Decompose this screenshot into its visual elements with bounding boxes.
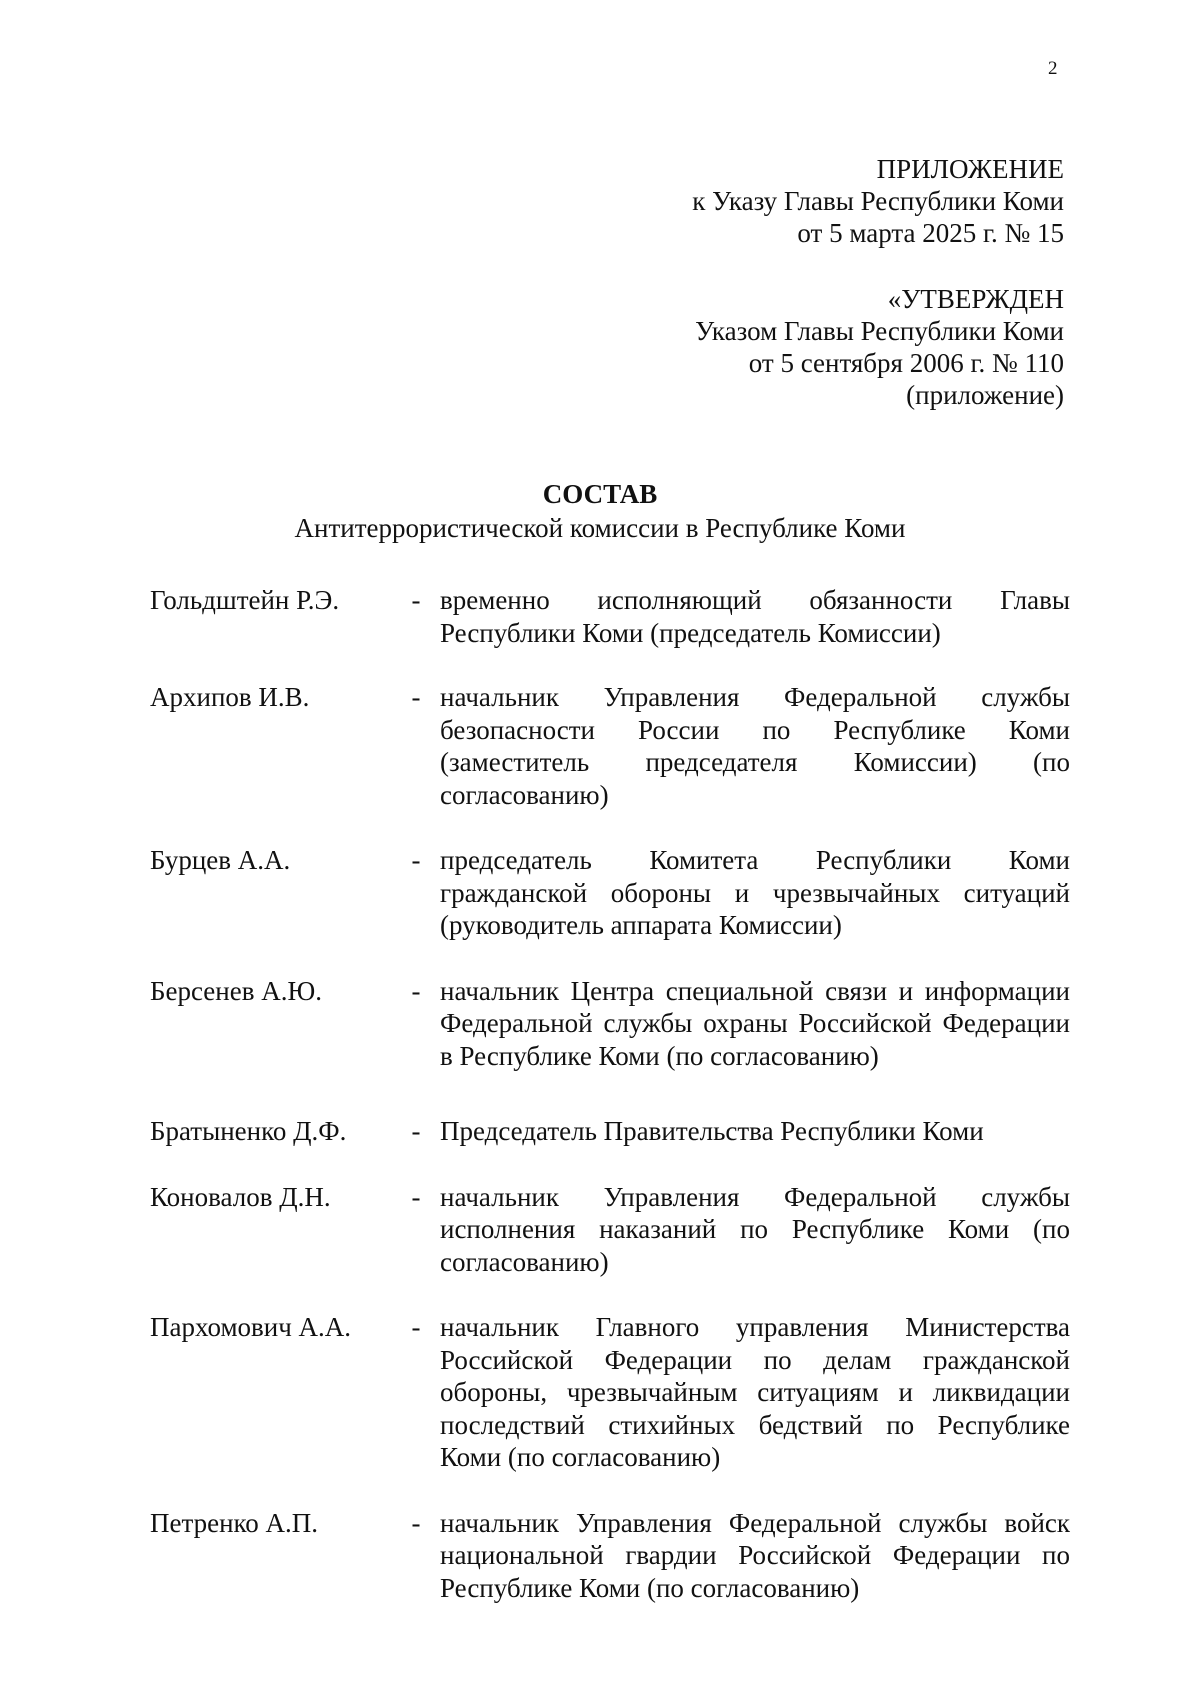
member-dash: -: [411, 1181, 421, 1212]
member-role: временно исполняющий обязанности Главы Республики Коми (председатель Комиссии): [440, 585, 1070, 648]
member-row: [150, 1507, 1070, 1605]
member-row: [150, 1181, 1070, 1279]
member-row: [150, 681, 1070, 811]
document-subtitle: Антитеррористической комиссии в Республике Коми: [294, 513, 906, 543]
member-name: Братыненко Д.Ф.: [150, 1116, 347, 1146]
member-role: Председатель Правительства Республики Коми: [440, 1116, 984, 1146]
member-row: [150, 1115, 1070, 1148]
approved-decree-date: от 5 сентября 2006 г. № 110: [748, 348, 1064, 378]
member-name: Гольдштейн Р.Э.: [150, 585, 340, 615]
member-row: [150, 1311, 1070, 1474]
member-name: Берсенев А.Ю.: [150, 975, 322, 1006]
member-dash: -: [411, 975, 421, 1006]
approved-note: (приложение): [906, 380, 1064, 410]
member-dash: -: [411, 1507, 421, 1538]
approved-header: [544, 283, 1064, 411]
member-name: Архипов И.В.: [150, 682, 310, 712]
appendix-label: ПРИЛОЖЕНИЕ: [876, 154, 1064, 184]
member-role: начальник Управления Федеральной службы исполнения наказаний по Республике Коми (по согласованию): [440, 1181, 1070, 1277]
member-dash: -: [411, 1116, 421, 1146]
member-dash: -: [411, 585, 421, 615]
document-title: СОСТАВ: [542, 479, 658, 509]
member-role: начальник Главного управления Министерства Российской Федерации по делам гражданской обороны, чрезвычайным ситуациям и ликвидации последствий стихийных бедствий по Республике Коми (по согласованию): [440, 1312, 1070, 1472]
approved-decree-ref: Указом Главы Республики Коми: [695, 316, 1064, 346]
appendix-header: [544, 153, 1064, 249]
member-dash: -: [411, 845, 421, 875]
member-row: [150, 584, 1070, 649]
member-role: начальник Управления Федеральной службы войск национальной гвардии Российской Федерации по Республике Коми (по согласованию): [440, 1507, 1070, 1603]
member-role: начальник Управления Федеральной службы безопасности России по Республике Коми (заместитель председателя Комиссии) (по согласованию): [440, 682, 1070, 810]
member-dash: -: [411, 1312, 421, 1342]
member-row: [150, 844, 1070, 942]
page-number: 2: [1048, 58, 1058, 79]
member-name: Пархомович А.А.: [150, 1312, 352, 1342]
member-row: [150, 975, 1070, 1073]
commission-members-list: [150, 584, 1070, 1604]
appendix-decree-ref: к Указу Главы Республики Коми: [692, 186, 1064, 216]
appendix-decree-date: от 5 марта 2025 г. № 15: [797, 218, 1064, 248]
member-role: председатель Комитета Республики Коми гражданской обороны и чрезвычайных ситуаций (руководитель аппарата Комиссии): [440, 845, 1070, 940]
approved-label: «УТВЕРЖДЕН: [887, 284, 1064, 314]
member-name: Коновалов Д.Н.: [150, 1181, 331, 1212]
member-dash: -: [411, 682, 421, 712]
member-name: Петренко А.П.: [150, 1507, 319, 1538]
member-role: начальник Центра специальной связи и информации Федеральной службы охраны Российской Федерации в Республике Коми (по согласованию): [440, 975, 1070, 1071]
member-name: Бурцев А.А.: [150, 845, 291, 875]
